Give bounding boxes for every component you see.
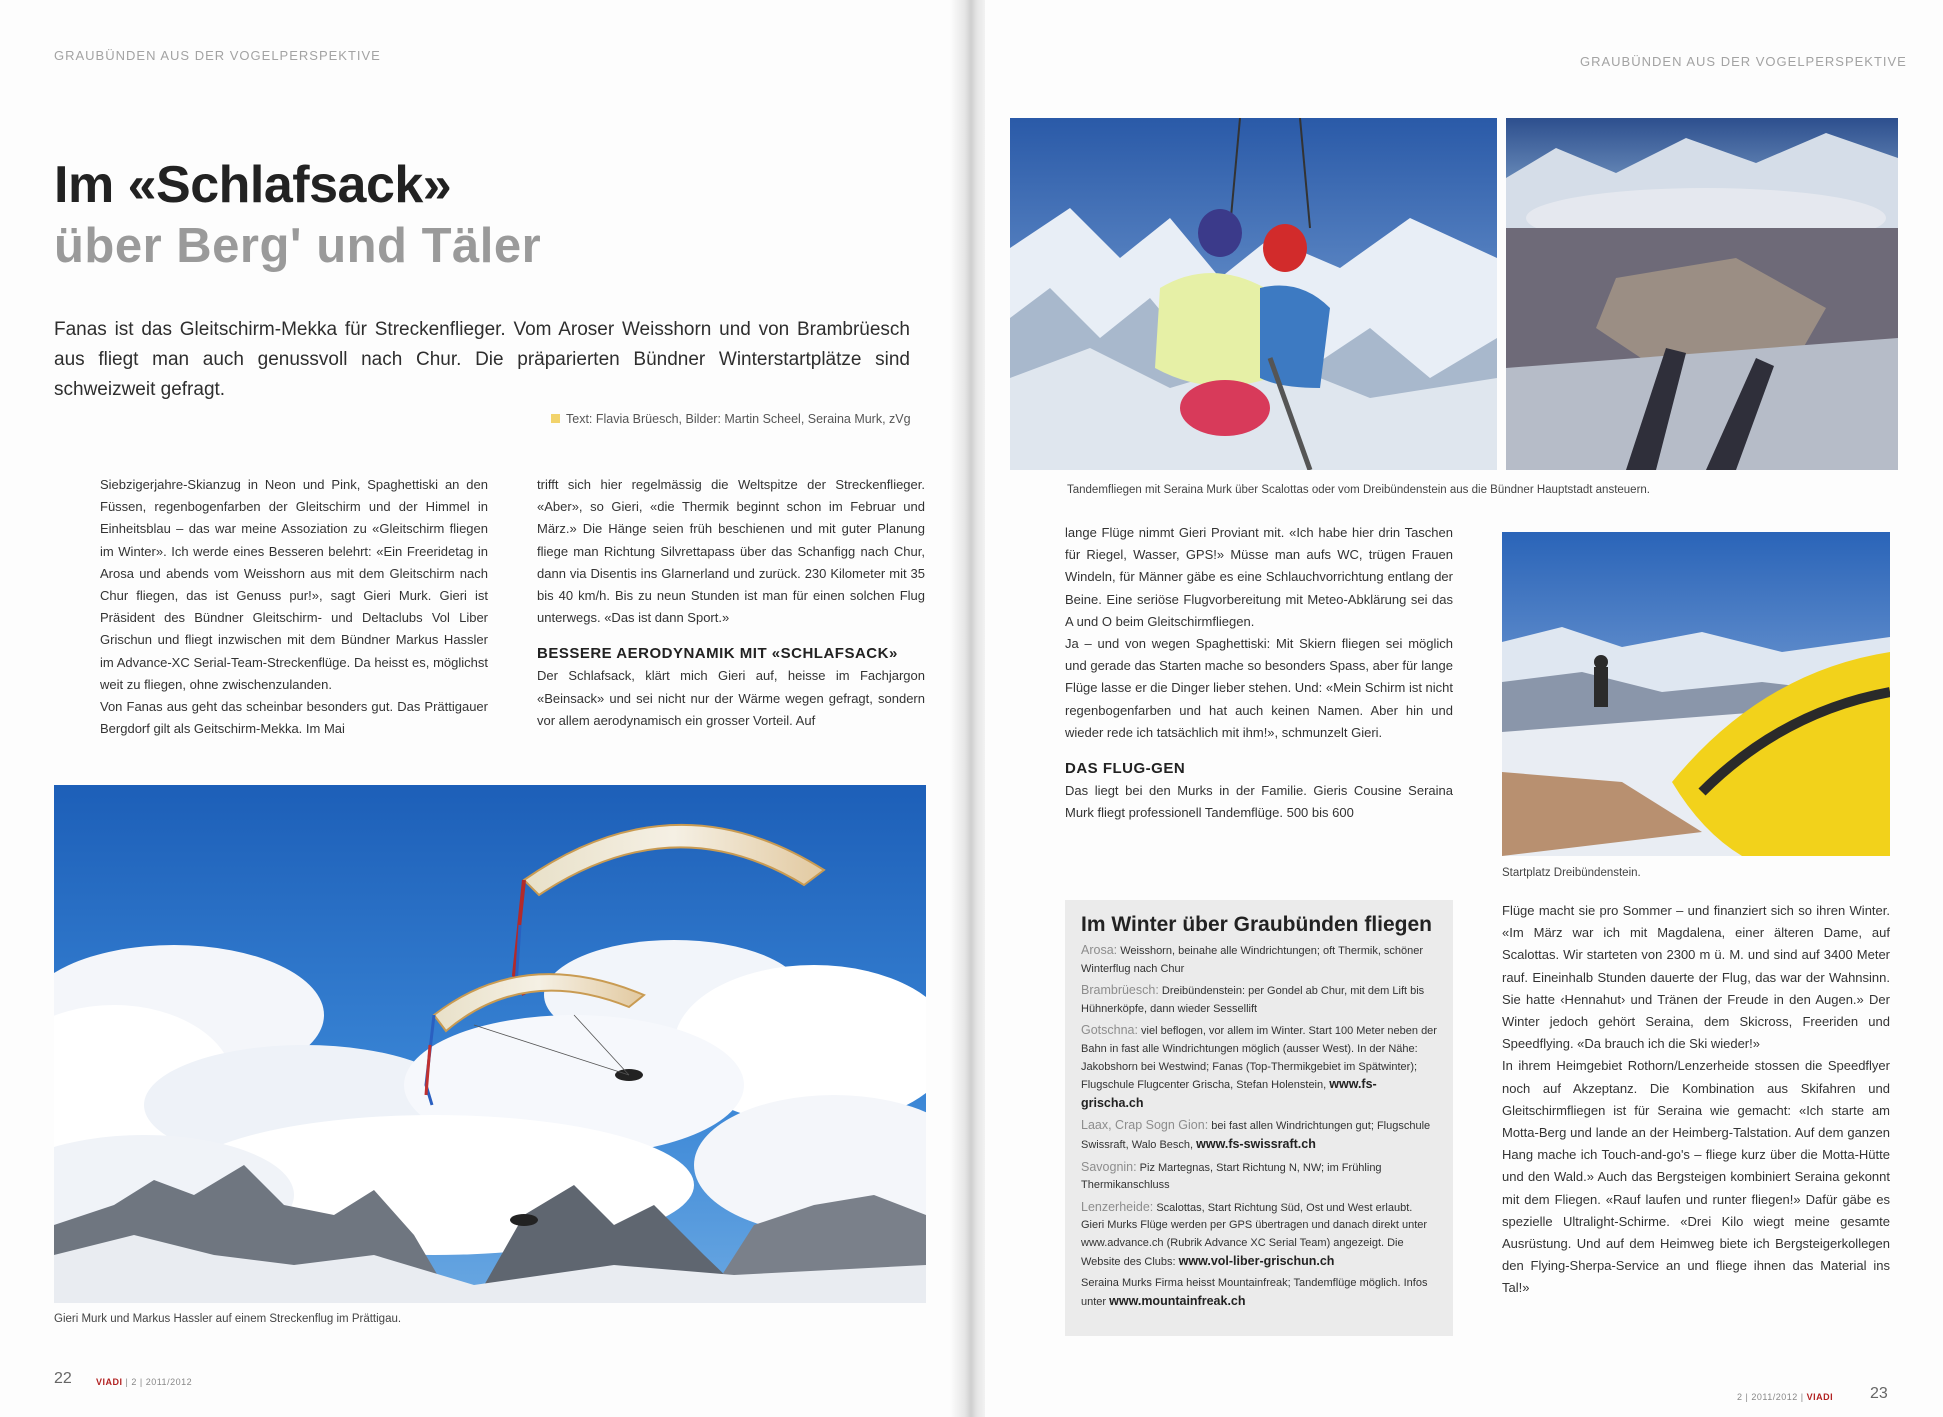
paragliders-illustration: [54, 785, 926, 1303]
footer-left: [96, 1377, 192, 1387]
info-item: [1081, 1022, 1437, 1113]
running-head-right: GRAUBÜNDEN AUS DER VOGELPERSPEKTIVE: [1580, 54, 1907, 69]
aerial-city-illustration: [1506, 118, 1898, 470]
info-item: [1081, 1199, 1437, 1271]
startplatz-photo: [1502, 532, 1890, 856]
info-item: [1081, 942, 1437, 978]
brand-name: VIADI: [1806, 1392, 1834, 1402]
paragraph: lange Flüge nimmt Gieri Proviant mit. «Ich habe hier drin Taschen für Riegel, Wasser, GPS!» Müsse man aufs WC, trügen Frauen Windeln, für Männer gäbe es eine Schlauchvorrichtung entlang der Beine. Eine seriöse Flugvorbereitung mit Meteo-Abklärung sei das A und O beim Gleitschirmfliegen.: [1065, 525, 1453, 629]
info-link[interactable]: www.vol-liber-grischun.ch: [1178, 1253, 1335, 1268]
section-heading: DAS FLUG-GEN: [1065, 760, 1186, 778]
page-number-left: 22: [54, 1370, 72, 1387]
info-place: Laax, Crap Sogn Gion:: [1081, 1118, 1209, 1133]
photo-caption-startplatz: Startplatz Dreibündenstein.: [1502, 867, 1641, 879]
text-column-2: [537, 474, 925, 732]
page-number-right: 23: [1870, 1385, 1888, 1402]
photo-caption-top-right: Tandemfliegen mit Seraina Murk über Scalottas oder vom Dreibündenstein aus die Bündner Hauptstadt ansteuern.: [1067, 484, 1651, 496]
article-subtitle: über Berg' und Täler: [54, 219, 542, 273]
info-text: viel beflogen, vor allem im Winter. Start 100 Meter neben der Bahn in fast alle Windrichtungen möglich (ausser West). In der Nähe: Jakobshorn bei Westwind; Fanas (Top-Thermikgebiet im Spätwinter); Flugschule Flugcenter Grischa, Stefan Holenstein,: [1081, 1025, 1437, 1092]
info-place: Arosa:: [1081, 943, 1118, 957]
paragraph: Der Schlafsack, klärt mich Gieri auf, heisse im Fachjargon «Beinsack» und sei nicht nur der Wärme wegen gefragt, sondern vor allem aerodynamisch ein grosser Vorteil. Auf: [537, 668, 925, 728]
paragraph: In ihrem Heimgebiet Rothorn/Lenzerheide stossen die Speedflyer noch auf Akzeptanz. Die Kombination aus Skifahren und Gleitschirmfliegen ist für Seraina wie gemacht: «Ich starte am Motta-Berg und lande an der Heimberg-Talstation. Auf dem ganzen Hang mache ich Touch-and-go's – fliege kurz über die Motta-Hütte und den Wald.» Auch das Bergsteigen kombiniert Seraina gekonnt mit dem Fliegen. «Rauf laufen und runter fliegen!» Dafür gäbe es spezielle Ultralight-Schirme. «Drei Kilo wiegt meine gesamte Ausrüstung. Und auf dem Heimweg biete ich Bergsteigerkollegen den Flying-Sherpa-Service an und fliege ihnen das Material ins Tal!»: [1502, 1058, 1890, 1296]
info-link[interactable]: www.mountainfreak.ch: [1109, 1293, 1246, 1308]
startplatz-illustration: [1502, 532, 1890, 856]
photo-caption-left: Gieri Murk und Markus Hassler auf einem Streckenflug im Prättigau.: [54, 1313, 402, 1325]
byline: [551, 412, 911, 426]
info-place: Brambrüesch:: [1081, 983, 1159, 998]
issue-info: 2 | 2011/2012 |: [1737, 1392, 1804, 1402]
info-text: Scalottas, Start Richtung Süd, Ost und West erlaubt. Gieri Murks Flüge werden per GPS übertragen und danach direkt unter www.advance.ch (Rubrik Advance XC Serial Team) angezeigt. Die Website des Clubs:: [1081, 1201, 1428, 1268]
info-text: bei fast allen Windrichtungen gut; Flugschule Swissraft, Walo Besch,: [1081, 1120, 1431, 1151]
info-place: Gotschna:: [1081, 1023, 1138, 1038]
lead-paragraph: Fanas ist das Gleitschirm-Mekka für Streckenflieger. Vom Aroser Weisshorn und von Brambrüesch aus fliegt man auch genussvoll nach Chur. Die präparierten Bündner Winterstartplätze sind schweizweit gefragt.: [54, 319, 910, 400]
chur-aerial-photo: [1506, 118, 1898, 470]
paragliders-photo: [54, 785, 926, 1303]
byline-text: Text: Flavia Brüesch, Bilder: Martin Scheel, Seraina Murk, zVg: [566, 412, 911, 426]
info-box-title: Im Winter über Graubünden fliegen: [1081, 913, 1433, 936]
byline-marker: [551, 414, 560, 423]
info-footer: [1081, 1275, 1437, 1311]
footer-right: [1737, 1392, 1833, 1402]
section-heading: BESSERE AERODYNAMIK MIT «SCHLAFSACK»: [537, 645, 898, 663]
left-page: [0, 0, 958, 1417]
info-place: Savognin:: [1081, 1159, 1137, 1174]
tandem-illustration: [1010, 118, 1497, 470]
paragraph: Das liegt bei den Murks in der Familie. Gieris Cousine Seraina Murk fliegt professionell Tandemflüge. 500 bis 600: [1065, 783, 1453, 821]
info-item: [1081, 1159, 1437, 1195]
issue-info: | 2 | 2011/2012: [125, 1377, 193, 1387]
info-item: [1081, 982, 1437, 1018]
info-link[interactable]: www.fs-grischa.ch: [1081, 1077, 1377, 1110]
info-place: Lenzerheide:: [1081, 1199, 1154, 1214]
paragraph: Flüge macht sie pro Sommer – und finanziert sich so ihren Winter. «Im März war ich mit Magdalena, einer älteren Dame, auf Scalottas. Wir starteten von 2300 m ü. M. und sind auf 3400 Meter rauf. Eineinhalb Stunden dauerte der Flug, das war der Wahnsinn. Sie hatte ‹Hennahut› und Tränen der Freude in den Augen.» Der Winter jedoch gehört Seraina, dem Skicross, Freeriden und Speedflying. «Da brauch ich die Ski wieder!»: [1502, 903, 1890, 1052]
info-text: Piz Martegnas, Start Richtung N, NW; im Frühling Thermikanschluss: [1081, 1161, 1382, 1192]
info-text: Weisshorn, beinahe alle Windrichtungen; oft Thermik, schöner Winterflug nach Chur: [1081, 945, 1424, 975]
text-column-3: [1065, 522, 1453, 824]
info-box: [1065, 900, 1453, 1336]
text-column-4: [1502, 900, 1890, 1300]
article-title: Im «Schlafsack»: [54, 156, 452, 214]
paragraph: Siebzigerjahre-Skianzug in Neon und Pink, Spaghettiski an den Füssen, regenbogenfarben der Gleitschirm und der Himmel in Einheitsblau – das war meine Assoziation zu «Gleitschirm fliegen im Winter». Ich werde eines Besseren belehrt: «Ein Freeridetag in Arosa und abends vom Weisshorn aus mit dem Gleitschirm nach Chur fliegen, das ist Genuss pur!», sagt Gieri Murk. Gieri ist Präsident des Bündner Gleitschirm- und Deltaclubs Vol Liber Grischun und fliegt inzwischen mit dem Bündner Markus Hassler im Advance-XC Serial-Team-Streckenflüge. Da heisst es, möglichst weit zu fliegen, ohne zwischenzulanden.: [100, 477, 488, 692]
paragraph: Von Fanas aus geht das scheinbar besonders gut. Das Prättigauer Bergdorf gilt als Geitschirm-Mekka. Im Mai: [100, 699, 488, 737]
paragraph: trifft sich hier regelmässig die Weltspitze der Streckenflieger. «Aber», so Gieri, «die Thermik beginnt schon im Februar und März.» Die Hänge seien früh beschienen und mit guter Planung fliege man Richtung Silvrettapass über das Schanfigg nach Chur, dann via Disentis ins Glarnerland und zurück. 230 Kilometer mit 35 bis 40 km/h. Bis zu neun Stunden ist man für einen solchen Flug unterwegs. «Das ist dann Sport.»: [537, 477, 925, 626]
brand-name: VIADI: [96, 1377, 123, 1387]
tandem-flight-photo: [1010, 118, 1497, 470]
paragraph: Ja – und von wegen Spaghettiski: Mit Skiern fliegen sei möglich und gerade das Starten mache so besonders Spass, aber für lange Flüge lasse er die Dinger lieber stehen. Und: «Mein Schirm ist nicht regenbogenfarben und hat auch keinen Namen. Aber hin und wieder rede ich tatsächlich mit ihm!», schmunzelt Gieri.: [1065, 636, 1454, 740]
info-text: Dreibündenstein: per Gondel ab Chur, mit dem Lift bis Hühnerköpfe, dann wieder Sessellift: [1081, 985, 1425, 1015]
info-text: Seraina Murks Firma heisst Mountainfreak; Tandemflüge möglich. Infos unter: [1081, 1277, 1428, 1308]
info-item: [1081, 1117, 1437, 1154]
text-column-1: [100, 474, 488, 740]
running-head-left: GRAUBÜNDEN AUS DER VOGELPERSPEKTIVE: [54, 48, 381, 63]
info-link[interactable]: www.fs-swissraft.ch: [1196, 1136, 1316, 1151]
